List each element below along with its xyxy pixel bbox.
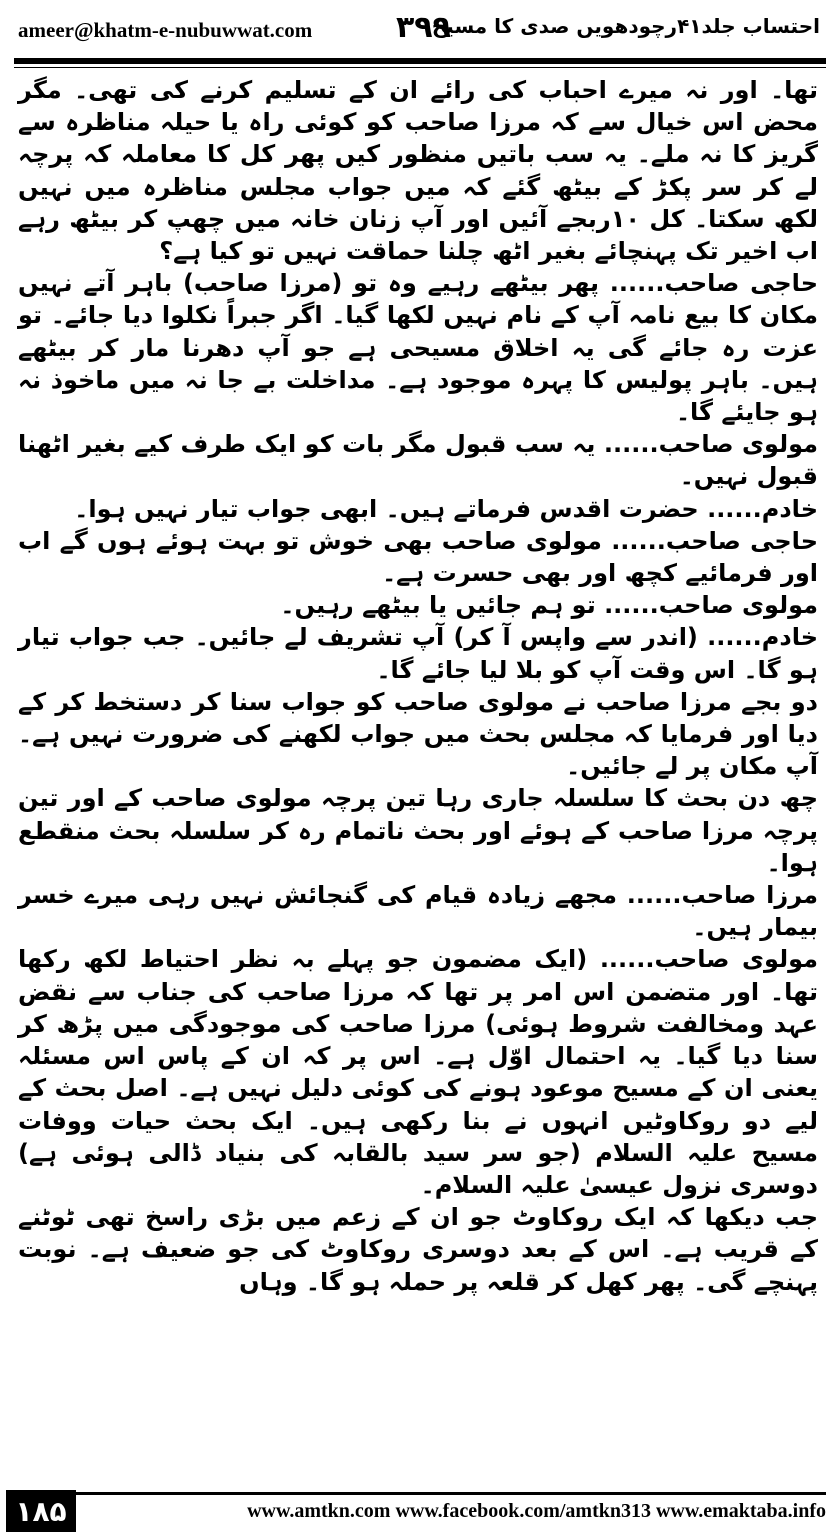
body-text: [18, 74, 818, 1298]
paragraph: خادم...... حضرت اقدس فرماتے ہیں۔ ابھی جواب تیار نہیں ہوا۔: [74, 494, 818, 523]
paragraph: حاجی صاحب...... مولوی صاحب بھی خوش تو بہت ہوئے ہوں گے اب اور فرمائیے کچھ اور بھی حسرت ہے۔: [18, 526, 818, 588]
paragraph: دو بجے مرزا صاحب نے مولوی صاحب کو جواب سنا کر دستخط کر کے دیا اور فرمایا کہ مجلس بحث میں جواب لکھنے کی ضرورت نہیں ہے۔ آپ مکان پر لے جائیں۔: [18, 687, 818, 781]
paragraph: خادم...... (اندر سے واپس آ کر) آپ تشریف لے جائیں۔ جب جواب تیار ہو گا۔ اس وقت آپ کو بلا لیا جائے گا۔: [18, 623, 818, 684]
footer-page-number: ۱۸۵: [6, 1490, 76, 1532]
header-title: احتساب جلد۴۱رچودھویں صدی کا مسیح: [431, 14, 820, 38]
footer-urls[interactable]: www.amtkn.com www.facebook.com/amtkn313 www.emaktaba.info: [247, 1500, 826, 1522]
footer-rule: [76, 1492, 826, 1495]
paragraph: مولوی صاحب...... یہ سب قبول مگر بات کو ایک طرف کیے بغیر اٹھنا قبول نہیں۔: [18, 430, 818, 491]
page-footer: [0, 1486, 840, 1540]
paragraph: حاجی صاحب...... پھر بیٹھے رہیے وہ تو (مرزا صاحب) باہر آتے نہیں مکان کا بیع نامہ آپ کے نام نہیں لکھا گیا۔ اگر جبراً نکلوا دیا جائے۔ تو عزت رہ جائے گی یہ اخلاق مسیحی ہے جو آپ دھرنا مار کر بیٹھے ہیں۔ باہر پولیس کا پہرہ موجود ہے۔ مداخلت بے جا نہ میں ماخوذ نہ ہو جایئے گا۔: [18, 269, 818, 427]
page-header: [14, 10, 826, 54]
paragraph: مرزا صاحب...... مجھے زیادہ قیام کی گنجائش نہیں رہی میرے خسر بیمار ہیں۔: [18, 881, 818, 942]
paragraph: تھا۔ اور نہ میرے احباب کی رائے ان کے تسلیم کرنے کی تھی۔ مگر محض اس خیال سے کہ مرزا صاحب کو کوئی راہ یا حیلہ مناظرہ سے گریز کا نہ ملے۔ یہ سب باتیں منظور کیں پھر کل کا معاملہ کہ پرچہ لے کر سر پکڑ کے بیٹھ گئے کہ میں جواب مجلس مناظرہ میں نہیں لکھ سکتا۔ کل ۱۰ربجے آئیں اور آپ زنان خانہ میں چھپ کر بیٹھ رہے اب اخیر تک پہنچائے بغیر اٹھ چلنا حماقت نہیں تو کیا ہے؟: [18, 76, 818, 266]
header-page-number: ۳۹۹: [396, 10, 451, 45]
header-rule-thin: [14, 67, 826, 68]
paragraph: مولوی صاحب...... تو ہم جائیں یا بیٹھے رہیں۔: [280, 591, 818, 620]
paragraph: مولوی صاحب...... (ایک مضمون جو پہلے بہ نظر احتیاط لکھ رکھا تھا۔ اور متضمن اس امر پر تھا کہ مرزا صاحب کی جناب سے نقض عہد ومخالفت شروط ہوئی) مرزا صاحب کی موجودگی میں پڑھ کر سنا دیا گیا۔ یہ احتمال اوّل ہے۔ اس پر کہ ان کے پاس اس مسئلہ یعنی ان کے مسیح موعود ہونے کی کوئی دلیل نہیں ہے۔ اصل بحث کے لیے دو روکاوٹیں انہوں نے بنا رکھی ہیں۔ ایک بحث حیات ووفات مسیح علیہ السلام (جو سر سید بالقابہ کی بنیاد ڈالی ہوئی ہے) دوسری نزول عیسیٰ علیہ السلام۔: [18, 945, 818, 1199]
paragraph: جب دیکھا کہ ایک روکاوٹ جو ان کے زعم میں بڑی راسخ تھی ٹوٹنے کے قریب ہے۔ اس کے بعد دوسری روکاوٹ کی جو ضعیف ہے۔ نوبت پہنچے گی۔ پھر کھل کر قلعہ پر حملہ ہو گا۔ وہاں: [18, 1203, 818, 1296]
paragraph: چھ دن بحث کا سلسلہ جاری رہا تین پرچہ مولوی صاحب کے اور تین پرچہ مرزا صاحب کے ہوئے اور بحث ناتمام رہ کر سلسلہ بحث منقطع ہوا۔: [18, 784, 818, 877]
header-rule: [14, 58, 826, 64]
header-email[interactable]: ameer@khatm-e-nubuwwat.com: [18, 18, 313, 42]
